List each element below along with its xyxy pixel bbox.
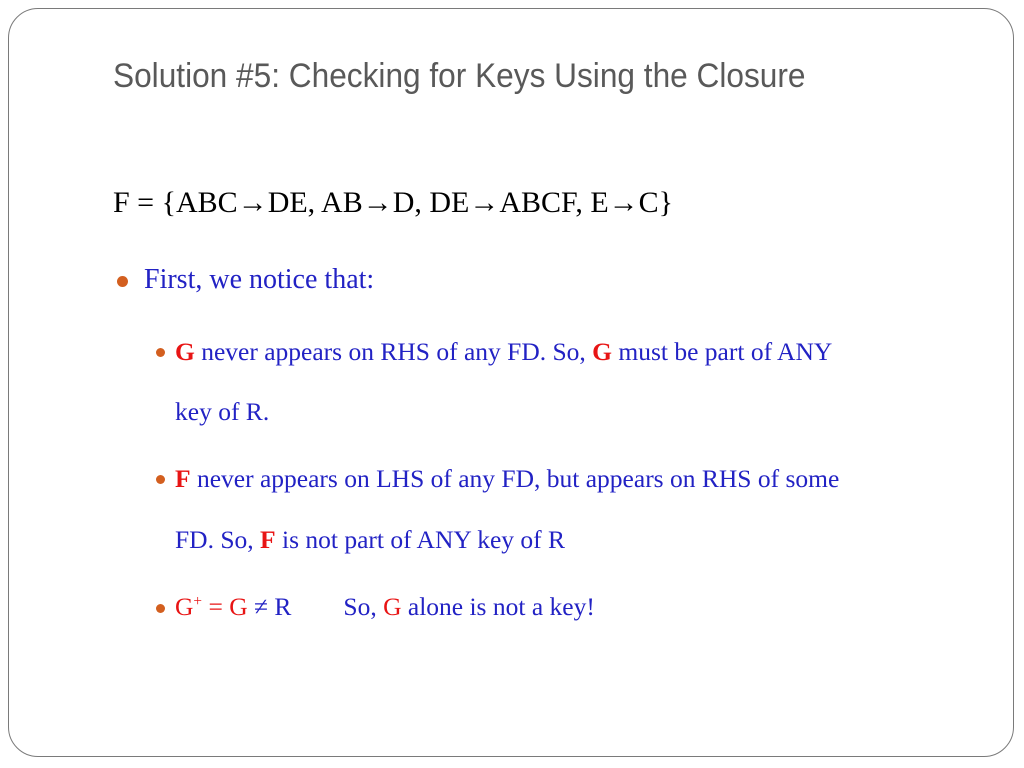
bullet-dot [156, 348, 165, 357]
bullet-text: never appears on LHS of any FD, but appears on RHS of some [190, 464, 840, 493]
bullet-dot [117, 276, 128, 287]
bullet-dot [156, 475, 165, 484]
closure-sup: + [193, 592, 203, 610]
bullet-first-notice: First, we notice that: [144, 264, 375, 295]
attribute-g: G [229, 592, 248, 621]
bullet-dot [156, 604, 165, 613]
bullet-g-rhs-continued: key of R. [175, 397, 270, 426]
bullet-g-rhs [175, 337, 832, 367]
slide-frame [8, 8, 1014, 757]
bullet-text: is not part of ANY key of R [275, 525, 566, 554]
fd-set: F = {ABC→DE, AB→D, DE→ABCF, E→C} [113, 186, 674, 219]
key-attribute: F [260, 525, 276, 554]
bullet-text: So, [343, 592, 384, 621]
not-equal-r: ≠ R [247, 592, 292, 621]
bullet-text: FD. So, [175, 525, 261, 554]
bullet-text: alone is not a key! [401, 592, 595, 621]
attribute-g: G [383, 592, 402, 621]
attribute-g: G [175, 592, 194, 621]
bullet-f-lhs-continued [175, 525, 565, 555]
bullet-f-lhs [175, 464, 839, 494]
bullet-g-closure [175, 592, 595, 622]
bullet-text: never appears on RHS of any FD. So, [194, 337, 593, 366]
equals-sign: = [202, 592, 230, 621]
key-attribute: G [592, 337, 613, 366]
slide-title: Solution #5: Checking for Keys Using the Closure [113, 57, 806, 95]
key-attribute: G [175, 337, 195, 366]
bullet-text: must be part of ANY [612, 337, 833, 366]
key-attribute: F [175, 464, 191, 493]
